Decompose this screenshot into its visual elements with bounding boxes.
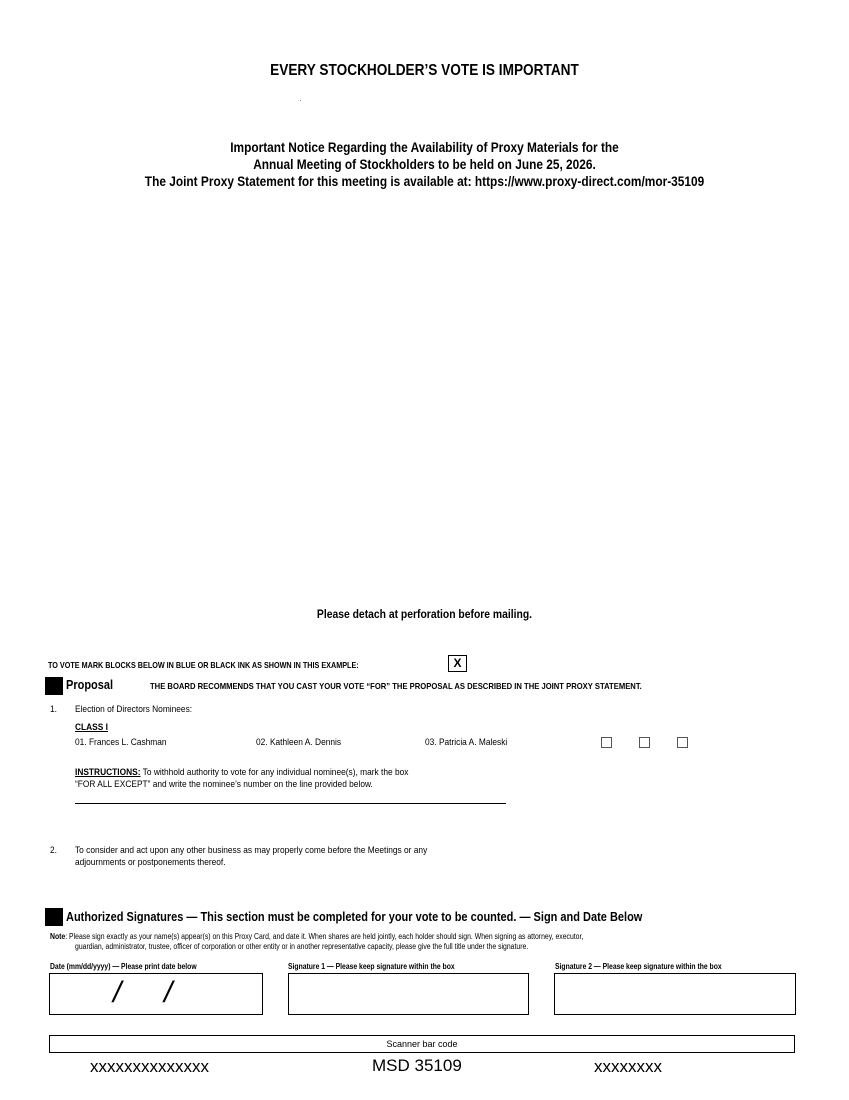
nominee-exception-write-line[interactable] xyxy=(75,803,506,804)
date-slash-1: / xyxy=(113,976,122,1009)
date-label: Date (mm/dd/yyyy) — Please print date below xyxy=(50,962,197,971)
vote-for-all-except-checkbox[interactable] xyxy=(677,737,688,748)
signature-1-box[interactable] xyxy=(288,973,529,1015)
scanner-barcode-box xyxy=(49,1035,795,1053)
signatures-block-marker xyxy=(45,908,63,926)
item-2-text-line-1: To consider and act upon any other business as may properly come before the Meetings or any xyxy=(75,845,428,856)
instructions-line-1 xyxy=(75,767,408,778)
note-label: Note xyxy=(50,932,66,941)
code-center: MSD 35109 xyxy=(372,1056,462,1075)
code-right: xxxxxxxx xyxy=(594,1057,662,1076)
signature-note-line-2: guardian, administrator, trustee, officer of corporation or other entity or in another representative capacity, please give the full title under the signature. xyxy=(75,942,529,951)
proposal-block-marker xyxy=(45,677,63,695)
signature-note-line-1 xyxy=(50,932,583,942)
notice-line-2: Annual Meeting of Stockholders to be held on June 25, 2026. xyxy=(253,157,596,172)
class-label: CLASS I xyxy=(75,722,108,733)
signatures-heading: Authorized Signatures — This section must be completed for your vote to be counted. — Sign and Date Below xyxy=(66,910,643,924)
proxy-notice xyxy=(51,139,798,190)
signature-2-box[interactable] xyxy=(554,973,796,1015)
signature-2-label: Signature 2 — Please keep signature within the box xyxy=(555,962,722,971)
note-text-1: : Please sign exactly as your name(s) appear(s) on this Proxy Card, and date it. When shares are held jointly, each holder should sign. When signing as attorney, executor, xyxy=(65,932,584,941)
vote-withhold-checkbox[interactable] xyxy=(639,737,650,748)
nominee-03: 03. Patricia A. Maleski xyxy=(425,737,508,748)
scanner-label: Scanner bar code xyxy=(386,1039,458,1049)
detach-instruction: Please detach at perforation before mailing. xyxy=(316,609,533,621)
date-box[interactable] xyxy=(49,973,263,1015)
page-title: EVERY STOCKHOLDER’S VOTE IS IMPORTANT xyxy=(270,62,579,79)
item-2-number: 2. xyxy=(50,845,57,856)
item-2-text-line-2: adjournments or postponements thereof. xyxy=(75,857,226,868)
vote-instruction: TO VOTE MARK BLOCKS BELOW IN BLUE OR BLACK INK AS SHOWN IN THIS EXAMPLE: xyxy=(48,660,359,670)
proposal-heading: Proposal xyxy=(66,678,114,692)
signature-1-label: Signature 1 — Please keep signature within the box xyxy=(288,962,455,971)
instructions-line-2: “FOR ALL EXCEPT” and write the nominee’s number on the line provided below. xyxy=(75,779,373,790)
item-1-text: Election of Directors Nominees: xyxy=(75,704,193,715)
code-left: xxxxxxxxxxxxxx xyxy=(90,1057,209,1076)
notice-line-3: The Joint Proxy Statement for this meeting is available at: https://www.proxy-direct.com/mor-35109 xyxy=(144,174,705,189)
item-1-number: 1. xyxy=(50,704,57,715)
nominee-01: 01. Frances L. Cashman xyxy=(75,737,167,748)
nominee-02: 02. Kathleen A. Dennis xyxy=(256,737,342,748)
example-mark-box: X xyxy=(448,655,467,672)
board-recommendation: THE BOARD RECOMMENDS THAT YOU CAST YOUR VOTE “FOR” THE PROPOSAL AS DESCRIBED IN THE JOINT PROXY STATEMENT. xyxy=(150,681,642,691)
notice-line-1: Important Notice Regarding the Availability of Proxy Materials for the xyxy=(230,140,619,155)
instructions-text-1: To withhold authority to vote for any individual nominee(s), mark the box xyxy=(140,767,409,778)
date-slash-2: / xyxy=(164,976,173,1009)
instructions-label: INSTRUCTIONS: xyxy=(75,767,141,778)
vote-for-checkbox[interactable] xyxy=(601,737,612,748)
stray-dot xyxy=(300,100,301,101)
